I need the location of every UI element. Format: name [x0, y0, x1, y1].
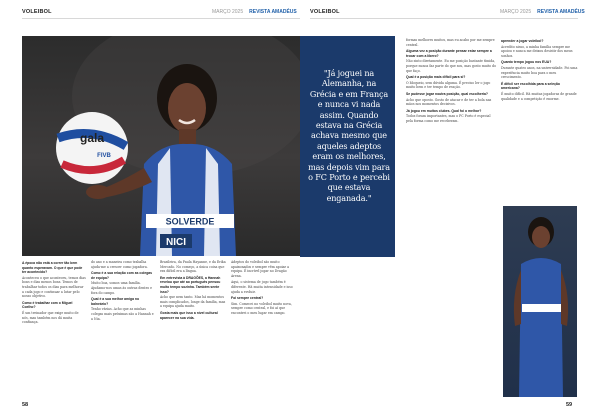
- interview-answer: Brasileira, da Paula Hayanne, e da Erika Mercado. No começo, a única coisa que era difícil era a língua.: [160, 260, 226, 274]
- interview-answer: Acho que oposto. Gosto de atacar e de ter a bola nas mãos nos momentos decisivos.: [406, 97, 492, 107]
- interview-answer: Sim. Comecei no voleibol muito nova, sempre como central, e foi aí que encontrei o meu lugar em campo.: [231, 301, 292, 315]
- interview-answer: Durante quatro anos, na universidade. Foi uma experiência muito boa para o meu crescimento.: [501, 65, 578, 80]
- interview-answer: O bloqueio, sem dúvida alguma. É preciso ler o jogo muito bem e ter tempo de reação.: [406, 80, 491, 90]
- header-rule-right: [310, 18, 578, 19]
- interview-question: Como é trabalhar com o Miguel Coelho?: [22, 300, 73, 310]
- text-column-3: [160, 260, 226, 396]
- text-column-1: [22, 260, 86, 396]
- interview-question: Quanto tempo jogou nos EUA?: [501, 60, 552, 65]
- interview-question: Alguma vez a posição durante pensar estar sempre a trocar com a líbero?: [406, 49, 492, 58]
- player-photo-secondary: [503, 206, 577, 397]
- jersey-sponsor-2-text: NICI: [166, 237, 186, 248]
- section-label: VOLEIBOL: [22, 9, 52, 15]
- interview-answer: É muito difícil. Há muitas jogadoras de grande qualidade e a competição é enorme.: [501, 91, 577, 101]
- right-header: [310, 7, 340, 17]
- interview-answer: formas melhores muitos, mas eu acabo por me sempre central.: [406, 38, 495, 47]
- interview-question: Qual é a sua melhor amiga no balneário?: [91, 297, 140, 306]
- text-column-5: [406, 38, 496, 398]
- interview-answer: Aqui, o sistema de jogo também é diferente. Há muita intensidade e isso ajuda a evoluir.: [231, 280, 293, 294]
- player-illustration-secondary: [503, 206, 577, 397]
- interview-answer: Todos foram importantes, mas o FC Porto é especial pela forma como me receberam.: [406, 114, 491, 123]
- page-number-left: 58: [22, 402, 29, 408]
- interview-answer: É um treinador que exige muito de nós, mas também nos dá muita confiança.: [22, 310, 79, 325]
- ball-brand: gala: [79, 131, 105, 145]
- section-label-right: VOLEIBOL: [310, 9, 340, 15]
- page-number-right: 59: [566, 402, 573, 408]
- magazine-name: REVISTA AMADÉUS: [249, 9, 297, 15]
- left-header-meta: [212, 7, 297, 17]
- right-header-meta: [500, 7, 585, 17]
- jersey-sponsor-text: SOLVERDE: [165, 216, 215, 227]
- interview-question: Em entrevista à DRAGÕES, a Hannah revelou que até ao português pensou muito tempo sozinha. Também sente isso?: [160, 275, 221, 294]
- interview-answer: do ano e a maneira como trabalha ajuda-me a crescer como jogadora.: [91, 260, 148, 269]
- interview-question: aprender a jogar voleibol?: [501, 39, 544, 43]
- issue-date-right: MARÇO 2025: [500, 9, 532, 15]
- player-photo: [22, 36, 300, 256]
- interview-answer: Muito boa, somos uma família. Ajudamo-nos umas às outras dentro e fora do campo.: [91, 281, 153, 295]
- text-column-4: [231, 260, 297, 396]
- interview-answer: Tenho várias. Acho que as minhas colegas mais próximas são a Hannah e a Nia.: [91, 307, 154, 321]
- interview-answer: Acredito nisso, a minha família sempre me apoiou e nunca me deixou desistir dos meus sonhos.: [501, 44, 573, 58]
- interview-question: Foi sempre central?: [231, 296, 264, 301]
- interview-answer: Não sinto diretamente. Eu me posição bastante tímida, porque nunca faz parte do que sou, mas gosto muito do que faço.: [406, 59, 496, 73]
- pull-quote-box: [300, 36, 395, 257]
- left-header: [22, 7, 52, 17]
- pull-quote: "Já joguei na Alemanha, na Grécia e em França e nunca vi nada assim. Quando estava na Grécia achava mesmo que aqueles adeptos eram os melhores, mas depois vim para o FC Porto e percebi que estava enganada.": [308, 68, 390, 203]
- interview-question: A época não está a correr tão bem quanto esperavam. O que é que pode ter acontecido?: [22, 261, 83, 275]
- interview-question: Como é a sua relação com as colegas de equipa?: [91, 271, 153, 280]
- ball-label: FIVB: [97, 153, 111, 159]
- interview-question: É difícil ser escolhida para a seleção americana?: [501, 81, 560, 91]
- magazine-name-right: REVISTA AMADÉUS: [537, 9, 585, 15]
- interview-question: Se pudesse jogar noutra posição, qual escolheria?: [406, 91, 488, 96]
- interview-answer: Aconteceu o que aconteceu, temos dias bons e dias menos bons. Temos de trabalhar todos os dias para melhorar a cada jogo e continuar a lutar pelo nosso objetivo.: [22, 275, 86, 299]
- interview-answer: Adeptos do voleibol são muito apaixonados e sempre vêm apoiar a equipa. É incrível jogar no Dragão Arena.: [231, 260, 289, 278]
- text-column-6: [501, 38, 578, 202]
- interview-question: Gosta mais que isso a nível cultural aparecer na sua vida.: [160, 310, 218, 320]
- header-rule-left: [22, 18, 300, 19]
- interview-question: Qual é a posição mais difícil para si?: [406, 75, 466, 80]
- player-illustration: [22, 36, 300, 256]
- interview-question: Já jogou em muitos clubes. Qual foi o melhor?: [406, 108, 482, 113]
- interview-answer: Acho que nem tanto. Mas há momentos mais complicados, longe da família, mas a equipa ajuda muito.: [160, 295, 226, 309]
- text-column-2: [91, 260, 155, 396]
- issue-date: MARÇO 2025: [212, 9, 244, 15]
